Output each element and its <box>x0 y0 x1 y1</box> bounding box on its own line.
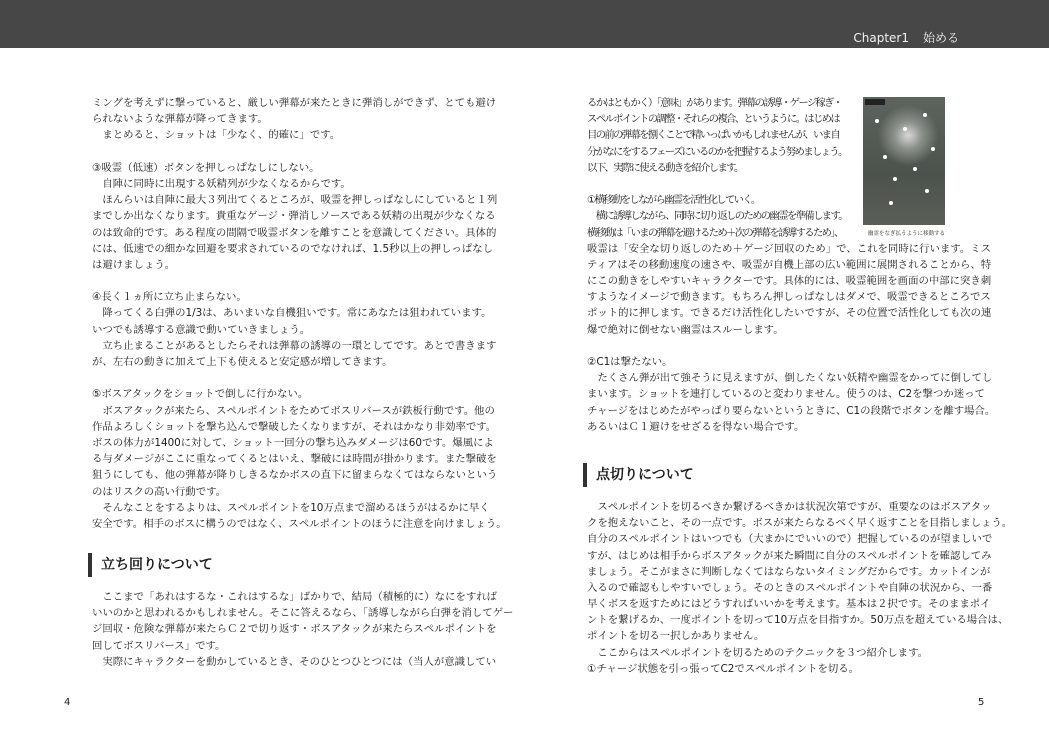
text-line: ①チャージ状態を引っ張ってC2でスペルポイントを切る。 <box>587 662 860 675</box>
text-line: が、左右の動きに加えて上下も使えると安定感が増してきます。 <box>92 356 393 368</box>
text-line: 自分のスペルポイントはいつでも（大まかにでいいので）把握しているのが望ましいで <box>587 533 993 546</box>
text-line: 以下、実際に使える動きを紹介します。 <box>587 161 743 174</box>
text-line: 狙うにしても、他の弾幕が降りしきるなかボスの直下に留まらなくてはならないという <box>92 469 498 482</box>
text-line: まとめると、ショットは「少なく、的確に」です。 <box>92 129 341 142</box>
text-line: ミングを考えずに撃っていると、厳しい弾幕が来たときに弾消しができず、とても避け <box>92 97 497 109</box>
text-line: ①横移動をしながら幽霊を活性化していく。 <box>587 194 760 207</box>
right-body-after <box>587 499 1013 677</box>
text-line: 入るので確認もしやすいでしょう。そのときのスペルポイントや自陣の状況から、一番 <box>587 581 993 594</box>
text-line: ④長く１ヵ所に立ち止まらない。 <box>92 291 247 304</box>
text-line: いつでも誘導する意識で動いていきましょう。 <box>92 323 311 336</box>
chapter-header-bar <box>0 0 1049 48</box>
text-line: る与ダメージがここに重なってくるとはいえ、撃破には時間が掛かります。また撃破を <box>92 453 497 466</box>
chapter-number: Chapter1 <box>853 31 909 45</box>
left-page-column <box>92 95 514 670</box>
text-line: 横に誘導しながら、同時に切り返しのための幽霊を準備します。 <box>587 210 847 223</box>
text-line: ポット的に押します。できるだけ活性化したいですが、その位置で活性化しても次の連 <box>587 307 992 320</box>
text-line <box>92 273 457 289</box>
text-line: 実際にキャラクターを動かしているとき、そのひとつひとつには（当人が意識してい <box>92 655 497 668</box>
text-line: 立ち止まることがあるとしたらそれは弾幕の誘導の一環としてです。あとで書きます <box>92 339 497 352</box>
text-line: ポイントを切る一択しかありません。 <box>587 630 765 643</box>
text-line: スペルポイントを切るべきか繋げるべきかは状況次第ですが、重要なのはボスアタッ <box>587 500 992 513</box>
game-screenshot-figure <box>863 97 945 225</box>
text-line: のはリスクの高い行動です。 <box>92 485 227 498</box>
text-line: そんなことをするよりは、スペルポイントを10万点まで溜めるほうがはるかに早く <box>92 501 490 514</box>
text-line: スペルポイントの調整・それらの複合、というように。はじめは <box>587 113 840 126</box>
text-line: は避けましょう。 <box>92 258 176 271</box>
text-line: には、低速での細かな回避を要求されているのでなければ、1.5秒以上の押しっぱなし <box>92 242 493 255</box>
text-line <box>92 370 457 386</box>
text-line: 分がなにをするフェーズにいるのかを把握するよう努めましょう。 <box>587 145 847 158</box>
text-line: のは致命的です。ある程度の間隔で吸霊ボタンを離すことを意識してください。具体的 <box>92 226 497 239</box>
section-heading-tengiri: 点切りについて <box>583 463 952 487</box>
page-number-left: 4 <box>64 697 71 708</box>
text-line: にこの動きをしやすいキャラクターです。具体的には、吸霊範囲を画面の中部に突き刺 <box>587 275 992 288</box>
text-line: チャージをはじめたがやっぱり要らないというときに、C1の段階でボタンを離す場合。 <box>587 404 996 417</box>
text-line: すが、はじめは相手からボスアタックが来た瞬間に自分のスペルポイントを確認してみ <box>587 549 992 562</box>
text-line: ②C1は撃たない。 <box>587 356 673 368</box>
section-heading-tachimawari: 立ち回りについて <box>88 553 457 577</box>
page-number-right: 5 <box>978 697 985 708</box>
text-line: クを抱えないこと、その一点です。ボスが来たらなるべく早く返すことを目指しましょう。 <box>587 517 1013 530</box>
text-line: 回してボスリバース」です。 <box>92 639 226 652</box>
text-line: 安全です。相手のボスに構うのではなく、スペルポイントのほうに注意を向けましょう。 <box>92 517 507 530</box>
text-line: 吸霊は「安全な切り返しのため＋ゲージ回収のため」で、これを同時に行います。ミス <box>587 242 991 255</box>
screenshot-hud <box>865 99 885 105</box>
text-line: ここからはスペルポイントを切るためのテクニックを３つ紹介します。 <box>587 646 929 659</box>
left-body-before <box>92 95 507 532</box>
text-line: 自陣に同時に出現する妖精列が少なくなるからです。 <box>92 177 351 190</box>
text-line: ントを繋げるか、一度ポイントを切って10万点を目指すか。50万点を超えている場合は、 <box>587 614 1009 627</box>
chapter-title <box>853 29 959 46</box>
text-line: 早くボスを返すためにはどうすればいいかを考えます。基本は２択です。そのままポイ <box>587 598 991 611</box>
text-line: ⑤ボスアタックをショットで倒しに行かない。 <box>92 388 309 401</box>
text-line: たくさん弾が出て強そうに見えますが、倒したくない妖精や幽霊をかってに倒してし <box>587 372 993 385</box>
text-line: まいます。ショットを連打しているのと変わりません。使うのは、C2を撃つか迷って <box>587 388 985 401</box>
text-line: られないような弾幕が降ってきます。 <box>92 113 268 126</box>
text-line: 降ってくる白弾の1/3は、あいまいな自機狙いです。常にあなたは狙われています。 <box>92 307 492 320</box>
text-line: いいのかと思われるかもしれません。そこに答えるなら、「誘導しながら白弾を消してゲー <box>92 607 514 620</box>
text-line: ほんらいは自陣に最大３列出てくるところが、吸霊を押しっぱなしにしていると１列 <box>92 194 498 207</box>
text-line: ③吸霊（低速）ボタンを押しっぱなしにしない。 <box>92 161 320 174</box>
text-line: ボスアタックが来たら、スペルポイントをためてボスリバースが鉄板行動です。他の <box>92 404 495 417</box>
left-body-after <box>92 589 514 670</box>
text-line: ボスの体力が1400に対して、ショット一回分の撃ち込みダメージは60です。爆風によ <box>92 436 494 449</box>
text-line: すようなイメージで動きます。もちろん押しっぱなしはダメで、吸霊できるところでス <box>587 291 991 304</box>
text-line: 作品よろしくショットを撃ち込んで撃破したくなりますが、それはかなり非効率です。 <box>92 420 497 433</box>
text-line <box>587 338 952 354</box>
text-line: ましょう。そこがまさに判断しなくてはならないタイミングだからです。カットインが <box>587 565 991 578</box>
text-line: あるいはＣ１避けをせざるを得ない場合です。 <box>587 420 805 433</box>
text-line: ティアはその移動速度の速さや、吸霊が自機上部の広い範囲に展開されることから、特 <box>587 258 992 271</box>
text-line: ジ回収・危険な弾幕が来たらＣ２で切り返す・ボスアタックが来たらスペルポイントを <box>92 623 497 636</box>
text-line: ここまで「あれはするな・これはするな」ばかりで、結局（積極的に）なにをすれば <box>92 591 498 604</box>
text-line: 爆で絶対に倒せない幽霊はスルーします。 <box>587 323 784 336</box>
text-line: 目の前の弾幕を捌くことで精いっぱいかもしれませんが、いま自 <box>587 129 840 142</box>
text-line: るかはともかく）「意味」があります。弾幕の誘導・ゲージ稼ぎ・ <box>587 97 842 109</box>
chapter-name: 始める <box>922 31 959 45</box>
text-line <box>92 144 457 160</box>
text-line: 横移動は「いまの弾幕を避けるため＋次の弾幕を誘導するため」、 <box>587 226 843 239</box>
text-line: までしか出なくなります。貴重なゲージ・弾消しソースである妖精の出現が少なくなる <box>92 210 496 223</box>
figure-caption: 幽霊をなぎ払うように移動する <box>868 231 946 237</box>
